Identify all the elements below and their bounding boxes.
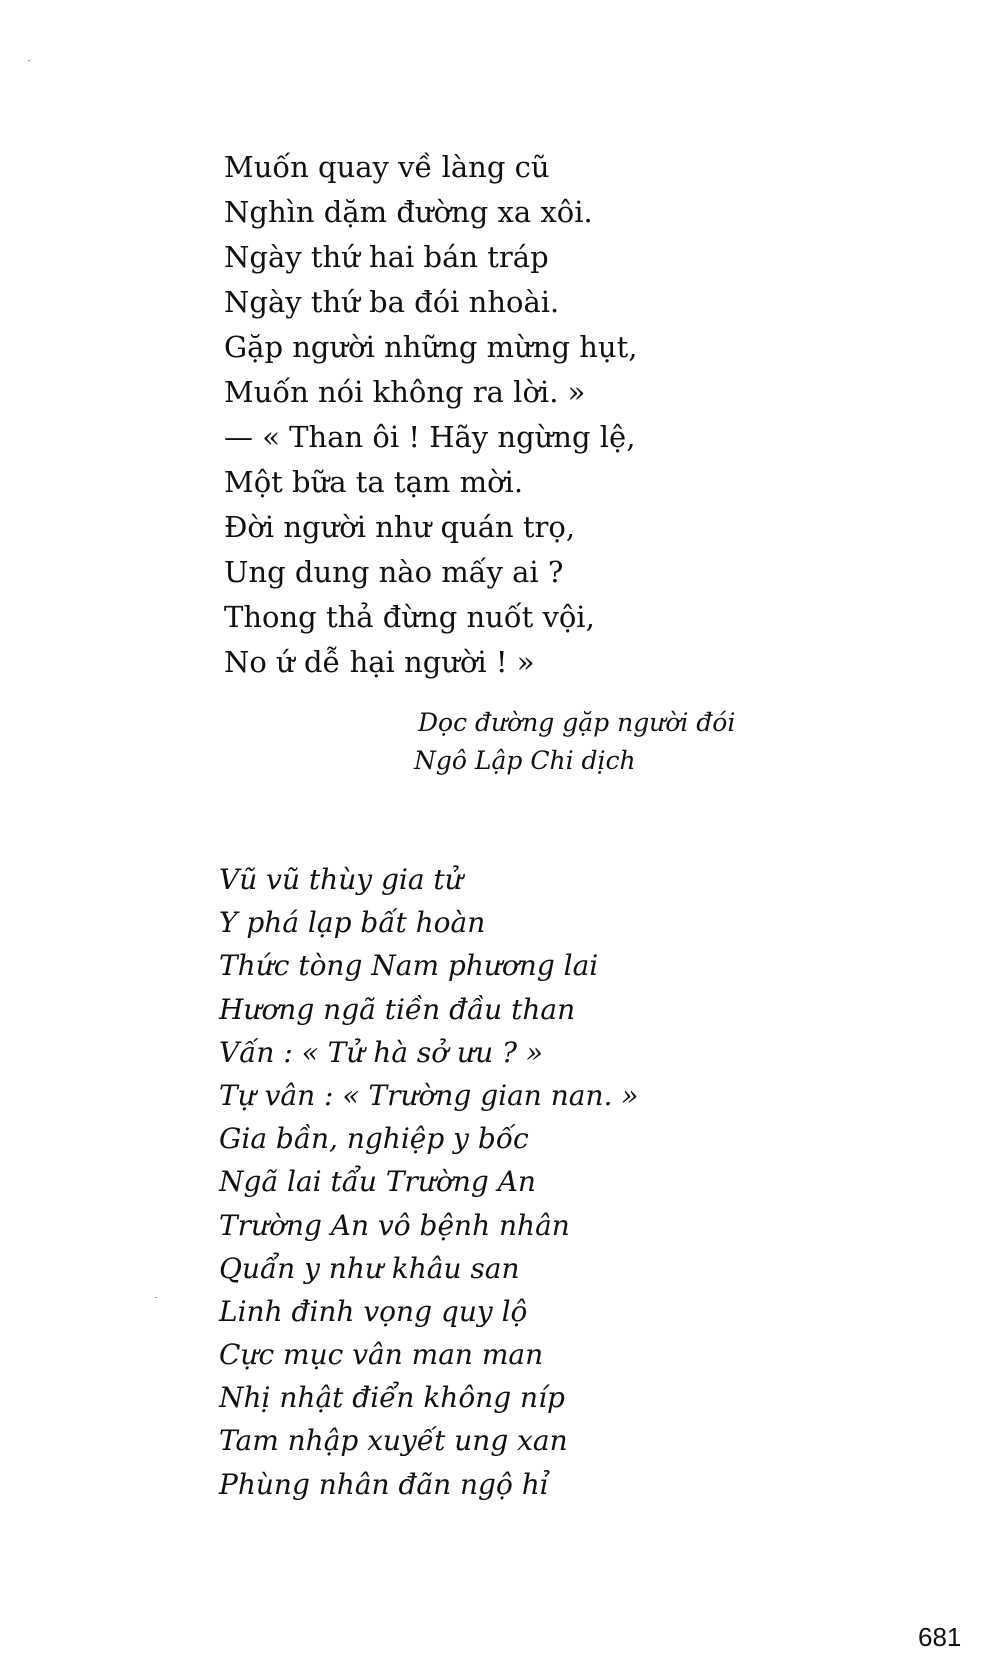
scan-speck <box>155 1297 157 1298</box>
verse-line: No ứ dễ hại người ! » <box>224 645 535 679</box>
verse-line: Ngã lai tẩu Trường An <box>219 1165 536 1199</box>
poem-attribution <box>414 704 736 780</box>
verse-line: — « Than ôi ! Hãy ngừng lệ, <box>224 420 636 454</box>
verse-line: Gia bần, nghiệp y bốc <box>219 1122 529 1156</box>
verse-line: Ngày thứ hai bán tráp <box>224 240 549 274</box>
verse-line: Ngày thứ ba đói nhoài. <box>224 285 560 319</box>
poem-original <box>219 858 638 1506</box>
verse-line: Thong thả đừng nuốt vội, <box>224 600 595 634</box>
verse-line: Đời người như quán trọ, <box>224 510 576 544</box>
verse-line: Ung dung nào mấy ai ? <box>224 555 564 589</box>
verse-line: Phùng nhân đãn ngộ hỉ <box>219 1467 549 1501</box>
verse-line: Trường An vô bệnh nhân <box>219 1208 570 1242</box>
verse-line: Thức tòng Nam phương lai <box>219 949 599 983</box>
verse-line: Tự vân : « Trường gian nan. » <box>219 1078 639 1112</box>
verse-line: Nhị nhật điển không níp <box>219 1381 565 1415</box>
verse-line: Hương ngã tiền đầu than <box>219 992 576 1026</box>
verse-line: Tam nhập xuyết ung xan <box>219 1424 568 1458</box>
verse-line: Linh đinh vọng quy lộ <box>219 1294 528 1328</box>
verse-line: Một bữa ta tạm mời. <box>224 465 524 499</box>
page-number: 681 <box>918 1622 962 1652</box>
verse-line: Quẩn y như khâu san <box>219 1251 520 1285</box>
verse-line: Vấn : « Tử hà sở ưu ? » <box>219 1035 544 1069</box>
verse-line: Nghìn dặm đường xa xôi. <box>224 195 593 229</box>
translator-credit: Ngô Lập Chi dịch <box>414 746 636 775</box>
verse-line: Y phá lạp bất hoàn <box>219 906 486 940</box>
verse-line: Gặp người những mừng hụt, <box>224 330 638 364</box>
poem-title: Dọc đường gặp người đói <box>418 708 736 737</box>
verse-line: Vũ vũ thùy gia tử <box>219 863 463 896</box>
verse-line: Cực mục vân man man <box>219 1338 544 1372</box>
verse-line: Muốn nói không ra lời. » <box>224 375 586 409</box>
scan-speck <box>28 60 30 61</box>
verse-line: Muốn quay về làng cũ <box>224 150 550 184</box>
poem-translation <box>224 145 637 685</box>
